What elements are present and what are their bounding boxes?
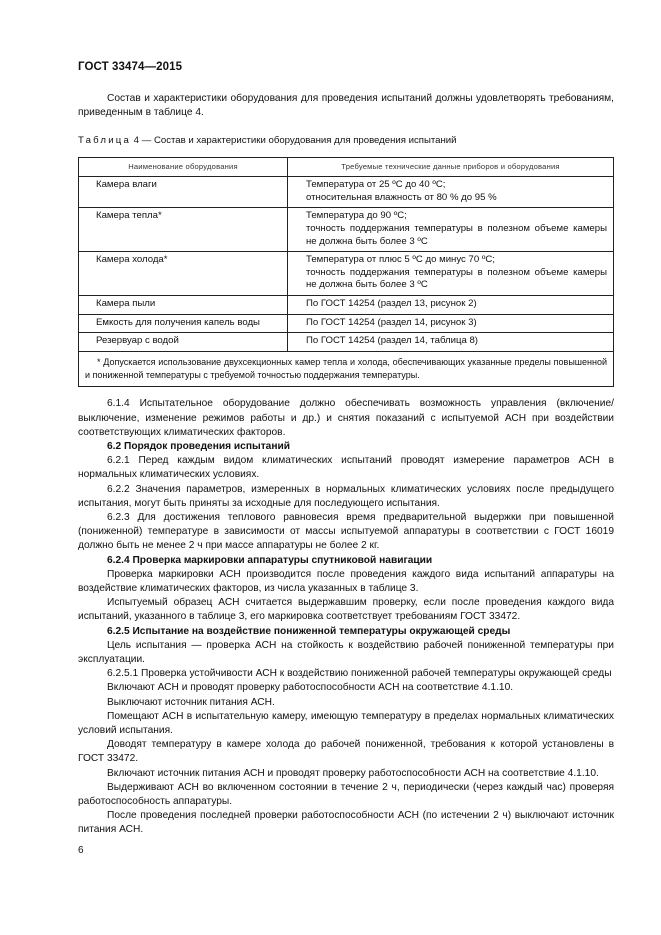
requirements-cell	[288, 208, 614, 252]
body-paragraph: Включают источник питания АСН и проводят проверку работоспособности АСН на соответствие 4.1.10.	[107, 767, 599, 779]
requirements-cell	[288, 333, 614, 352]
column-header-requirements: Требуемые технические данные приборов и оборудования	[288, 157, 614, 177]
table-footnote-row	[79, 351, 614, 387]
body-paragraphs	[78, 397, 614, 837]
requirement-line: точность поддержания температуры в полезном объеме камеры не должна быть более 3 ºС	[306, 266, 607, 291]
requirements-cell	[288, 252, 614, 296]
section-heading: 6.2.5 Испытание на воздействие пониженной температуры окружающей среды	[107, 625, 511, 637]
table-caption	[78, 134, 614, 148]
page-number: 6	[78, 845, 84, 856]
table-row	[79, 252, 614, 296]
requirement-line: Температура от плюс 5 ºС до минус 70 ºС;	[306, 254, 495, 266]
requirement-line: относительная влажность от 80 % до 95 %	[306, 191, 497, 203]
requirement-line: Температура от 25 ºС до 40 ºС;	[306, 179, 446, 191]
requirement-line: По ГОСТ 14254 (раздел 14, таблица 8)	[306, 335, 478, 347]
table-row	[79, 314, 614, 333]
requirement-line: По ГОСТ 14254 (раздел 14, рисунок 3)	[306, 316, 477, 328]
section-heading: 6.2 Порядок проведения испытаний	[107, 440, 291, 452]
table-row	[79, 208, 614, 252]
equipment-name-cell: Емкость для получения капель воды	[79, 314, 288, 333]
body-paragraph: 6.1.4 Испытательное оборудование должно обеспечивать возможность управления (включение/выключение, изменение режимов работы и др.) и снятия показаний с испытуемой АСН при воздействии соответствующих климатических факторов.	[78, 398, 614, 438]
body-paragraph: Выключают источник питания АСН.	[107, 696, 275, 708]
column-header-equipment: Наименование оборудования	[79, 157, 288, 177]
body-paragraph: Доводят температуру в камере холода до рабочей пониженной, требования к которой установлены в ГОСТ 33472.	[78, 739, 614, 765]
table-header-row	[79, 157, 614, 177]
body-paragraph: Испытуемый образец АСН считается выдержавшим проверку, если после проведения каждого вида испытаний, указанного в таблице 3, его маркировка соответствует требованиям ГОСТ 33472.	[78, 597, 614, 623]
body-paragraph: 6.2.3 Для достижения теплового равновесия время предварительной выдержки при повышенной (пониженной) температуре в зависимости от массы испытуемой аппаратуры в соответствии с ГОСТ 16019 должно быть не менее 2 ч при массе аппаратуры не более 2 кг.	[78, 511, 614, 552]
body-paragraph: Проверка маркировки АСН производится после проведения каждого вида испытаний аппаратуры на воздействие климатических факторов, из числа указанных в таблице 3.	[78, 568, 614, 594]
requirement-line: По ГОСТ 14254 (раздел 13, рисунок 2)	[306, 297, 477, 309]
table-footnote-text: * Допускается использование двухсекционных камер тепла и холода, обеспечивающих указанные пределы повышенной и пониженной температуры с требуемой точностью поддержания температуры.	[85, 356, 607, 380]
requirements-cell	[288, 177, 614, 208]
table-row	[79, 295, 614, 314]
requirements-cell	[288, 314, 614, 333]
table-caption-text: 4 — Состав и характеристики оборудования для проведения испытаний	[131, 135, 457, 147]
body-paragraph: 6.2.2 Значения параметров, измеренных в нормальных климатических условиях после предыдущего испытания, могут быть приняты за исходные для последующего испытания.	[78, 483, 614, 509]
equipment-name-cell: Камера влаги	[79, 177, 288, 208]
body-paragraph: После проведения последней проверки работоспособности АСН (по истечении 2 ч) выключают источник питания АСН.	[78, 810, 614, 836]
requirement-line: Температура до 90 ºС;	[306, 210, 407, 222]
equipment-name-cell: Резервуар с водой	[79, 333, 288, 352]
requirement-line: точность поддержания температуры в полезном объеме камеры не должна быть более 3 ºС	[306, 222, 607, 247]
body-paragraph: Помещают АСН в испытательную камеру, имеющую температуру в пределах нормальных климатических условий испытания.	[78, 710, 614, 736]
document-header: ГОСТ 33474—2015	[78, 61, 183, 73]
body-paragraph: Выдерживают АСН во включенном состоянии в течение 2 ч, периодически (через каждый час) проверяя работоспособность аппаратуры.	[78, 781, 614, 808]
section-heading: 6.2.4 Проверка маркировки аппаратуры спутниковой навигации	[107, 554, 433, 566]
body-paragraph: Цель испытания — проверка АСН на стойкость к воздействию рабочей пониженной температуры при эксплуатации.	[78, 639, 614, 665]
table-footnote	[79, 351, 614, 387]
requirements-cell	[288, 295, 614, 314]
equipment-name-cell: Камера тепла*	[79, 208, 288, 252]
page-content	[78, 92, 614, 838]
intro-paragraph: Состав и характеристики оборудования для проведения испытаний должны удовлетворять требованиям, приведенным в таблице 4.	[78, 93, 614, 119]
equipment-name-cell: Камера холода*	[79, 252, 288, 296]
body-paragraph: Включают АСН и проводят проверку работоспособности АСН на соответствие 4.1.10.	[107, 682, 514, 694]
table-row	[79, 333, 614, 352]
body-paragraph: 6.2.5.1 Проверка устойчивости АСН к воздействию пониженной рабочей температуры окружающей среды	[107, 668, 612, 680]
table-row	[79, 177, 614, 208]
equipment-name-cell: Камера пыли	[79, 295, 288, 314]
table-caption-label: Таблица	[78, 135, 132, 147]
equipment-table	[78, 157, 614, 388]
body-paragraph: 6.2.1 Перед каждым видом климатических испытаний проводят измерение параметров АСН в нормальных климатических условиях.	[78, 455, 614, 481]
